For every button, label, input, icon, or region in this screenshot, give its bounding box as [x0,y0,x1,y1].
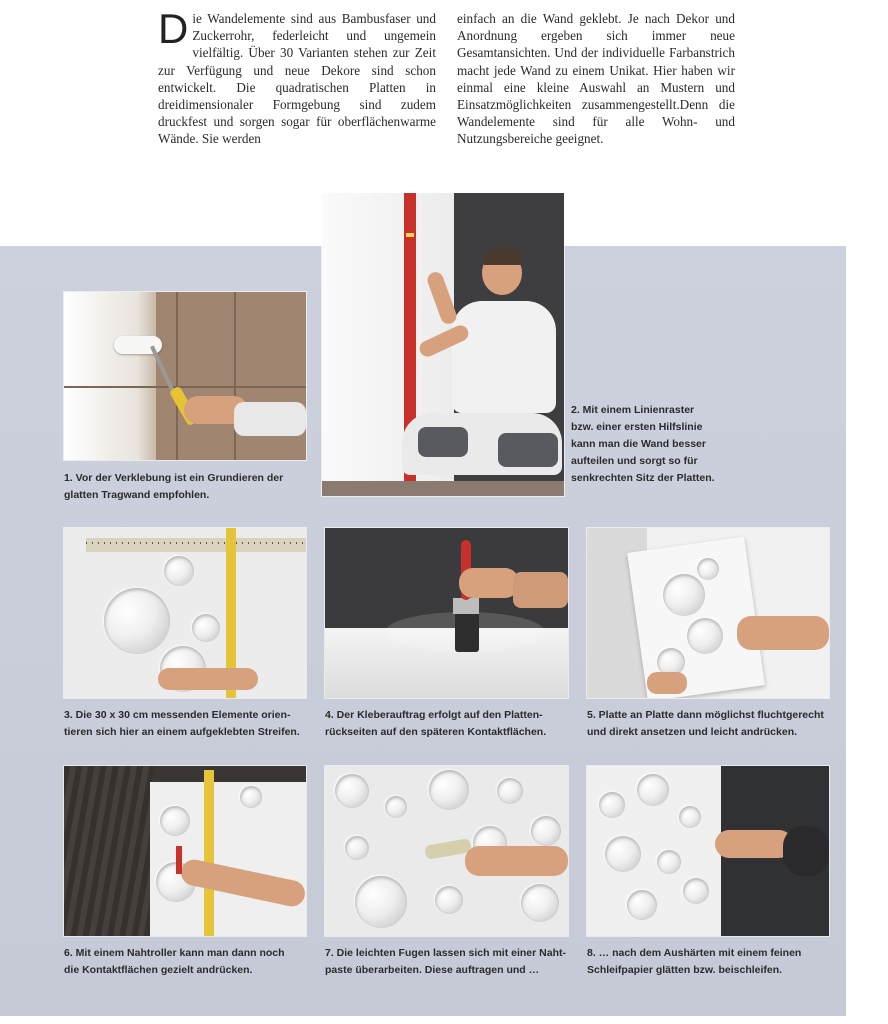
photo-step-4 [325,528,568,698]
caption-step-1 [64,470,283,504]
caption-line: 1. Vor der Verklebung ist ein Grundieren der [64,472,284,484]
caption-step-2 [571,402,715,487]
caption-line: bzw. einer ersten Hilfslinie [571,421,703,433]
intro-text-right: einfach an die Wand geklebt. Je nach Dekor und Anordnung ergeben sich immer neue Gesamtansichten. Und der individuelle Farbanstrich macht jede Wand zu einem Unikat. Hier haben wir einmal eine kleine Auswahl an Mustern und Einsatzmöglichkeiten zusammengestellt.Denn die Wandelemente sind für alle Wohn- und Nutzungsbereiche geeignet. [457,11,735,147]
photo-step-3 [64,528,306,698]
caption-line: aufteilen und sorgt so für [571,455,698,467]
caption-line: 3. Die 30 x 30 cm messenden Elemente orien- [64,709,291,721]
caption-line: 6. Mit einem Nahtroller kann man dann noch [64,947,285,959]
brush [455,612,479,652]
caption-line: und direkt ansetzen und leicht andrücken. [587,726,798,738]
caption-line: die Kontaktflächen gezielt andrücken. [64,964,253,976]
photo-step-6 [64,766,306,936]
photo-step-2 [322,193,564,496]
caption-line: 5. Platte an Platte dann möglichst fluchtgerecht [587,709,824,721]
caption-line: senkrechten Sitz der Platten. [571,472,715,484]
intro-column-left [158,5,436,148]
caption-line: tieren sich hier an einem aufgeklebten Streifen. [64,726,300,738]
photo-step-1 [64,292,306,460]
intro-text-left: ie Wandelemente sind aus Bambusfaser und Zuckerrohr, federleicht und ungemein vielfältig. Über 30 Varianten stehen zur Zeit zur Verfügung und neue Dekore sind schon entwickelt. Die quadratischen Platten in dreidimensionaler Formgebung sind zudem druckfest und sorgen sogar für oberflächenwarme Wände. Sie werden [158,11,436,147]
caption-step-4 [325,707,546,741]
intro-column-right [457,10,735,148]
caption-line: Schleifpapier glätten bzw. beischleifen. [587,964,783,976]
caption-step-5 [587,707,824,741]
drop-cap: D [158,5,189,52]
caption-line: glatten Tragwand empfohlen. [64,489,210,501]
caption-line: 2. Mit einem Linienraster [571,404,695,416]
photo-step-5 [587,528,829,698]
photo-step-8 [587,766,829,936]
photo-step-7 [325,766,568,936]
caption-step-6 [64,945,285,979]
caption-step-7 [325,945,566,979]
caption-line: paste überarbeiten. Diese auftragen und … [325,964,540,976]
caption-line: kann man die Wand besser [571,438,706,450]
caption-line: 7. Die leichten Fugen lassen sich mit einer Naht- [325,947,566,959]
caption-step-3 [64,707,300,741]
caption-line: rückseiten auf den späteren Kontaktflächen. [325,726,547,738]
caption-line: 4. Der Kleberauftrag erfolgt auf den Platten- [325,709,543,721]
caption-step-8 [587,945,801,979]
caption-line: 8. … nach dem Aushärten mit einem feinen [587,947,802,959]
